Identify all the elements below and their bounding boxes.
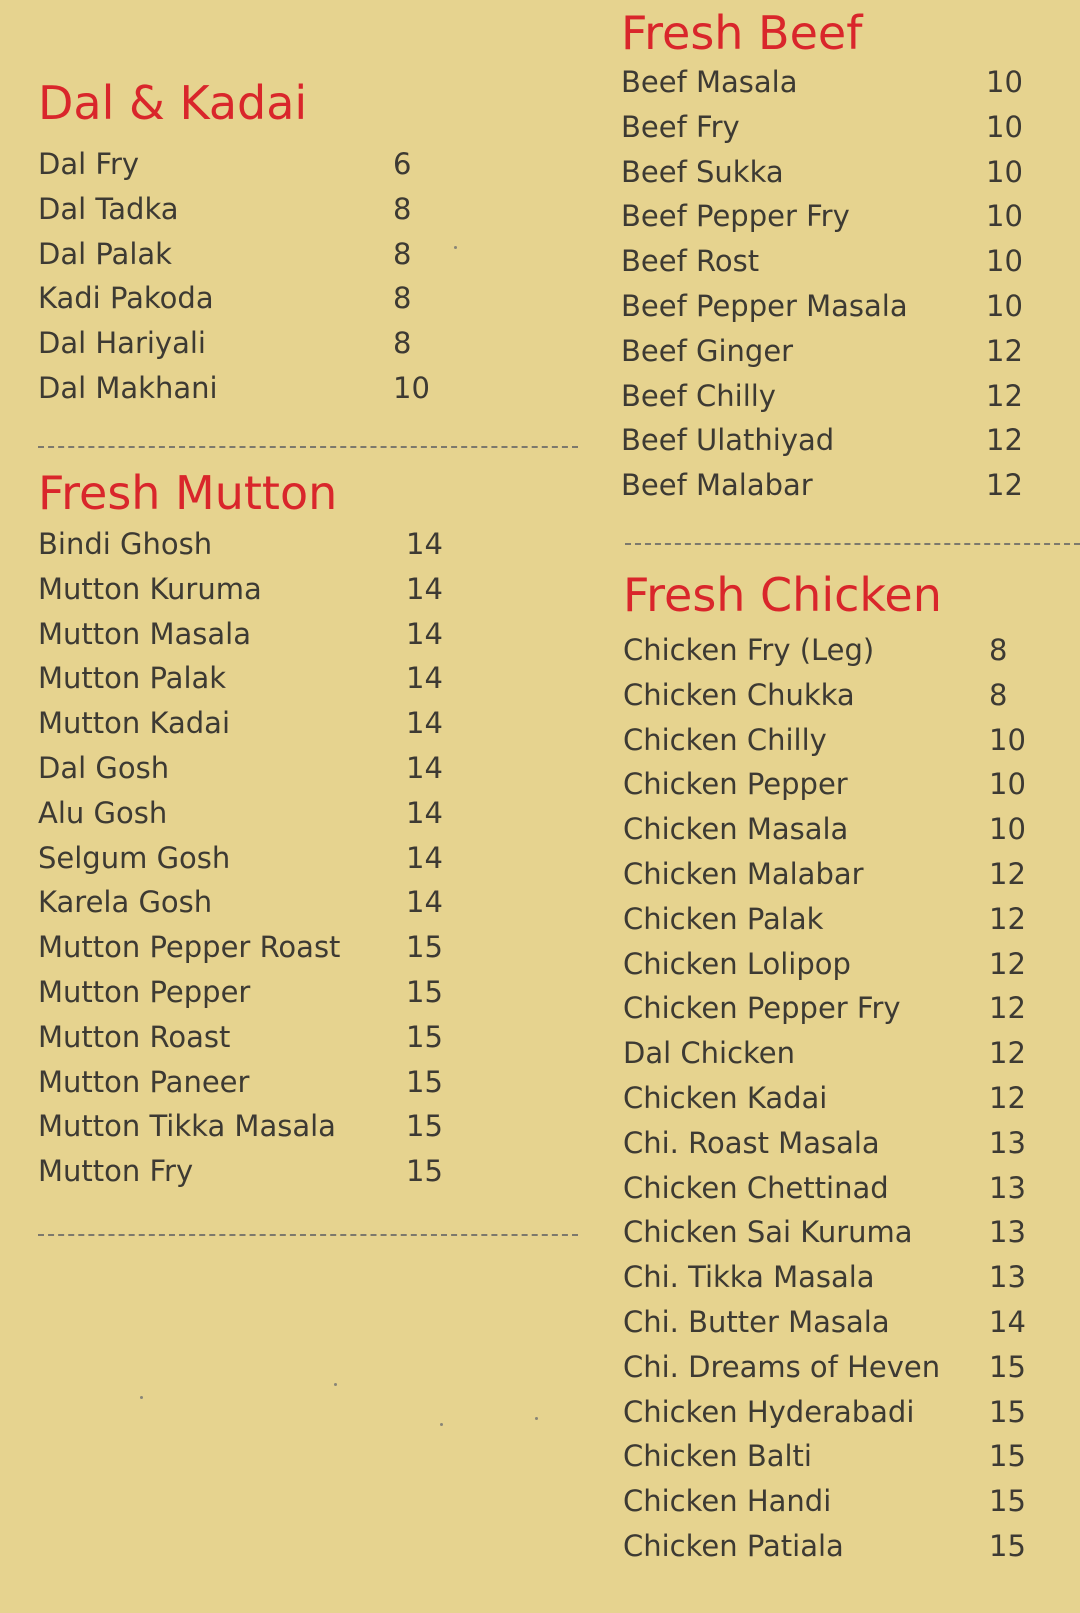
- menu-item-price: 12: [986, 423, 1023, 458]
- menu-item-name: Chicken Chukka: [623, 677, 855, 712]
- menu-item-price: 15: [406, 1109, 443, 1144]
- menu-item-price: 14: [406, 527, 443, 561]
- menu-item: [623, 1212, 1049, 1252]
- menu-item-price: 10: [989, 722, 1026, 757]
- menu-item-price: 10: [986, 244, 1023, 279]
- menu-item-name: Mutton Masala: [38, 616, 251, 651]
- menu-item-price: 12: [989, 1081, 1026, 1115]
- menu-item: [623, 988, 1049, 1028]
- menu-item-name: Chicken Malabar: [623, 857, 864, 891]
- menu-item-name: Chicken Hyderabadi: [623, 1394, 915, 1429]
- menu-item: [38, 838, 466, 878]
- menu-item-name: Mutton Paneer: [38, 1064, 250, 1099]
- menu-item-price: 12: [986, 468, 1023, 503]
- print-speck: [440, 1423, 443, 1426]
- menu-item-price: 15: [406, 1064, 443, 1099]
- menu-item: [623, 1033, 1049, 1073]
- menu-item-name: Chicken Handi: [623, 1484, 832, 1519]
- menu-item: [623, 944, 1049, 984]
- menu-item: [623, 1347, 1049, 1387]
- menu-item-price: 8: [393, 281, 412, 316]
- menu-item-name: Alu Gosh: [38, 795, 168, 830]
- menu-item: [38, 658, 466, 698]
- menu-item-price: 14: [406, 661, 443, 696]
- menu-item: [38, 1062, 466, 1102]
- menu-item-price: 10: [986, 289, 1023, 323]
- menu-item-price: 12: [986, 378, 1023, 413]
- section-fresh-mutton: [38, 466, 478, 1189]
- divider-beef-chicken: [625, 543, 1080, 545]
- menu-item: [621, 62, 1046, 102]
- menu-item: [623, 1436, 1049, 1476]
- menu-item-price: 15: [989, 1349, 1026, 1384]
- menu-item-price: 14: [406, 616, 443, 651]
- divider-dal-mutton: [38, 446, 578, 448]
- menu-item: [38, 234, 453, 274]
- menu-item-name: Beef Chilly: [621, 378, 776, 413]
- print-speck: [535, 1417, 538, 1420]
- menu-item: [623, 1481, 1049, 1521]
- menu-item-name: Chicken Sai Kuruma: [623, 1215, 913, 1250]
- menu-item: [621, 331, 1046, 371]
- menu-item: [38, 569, 466, 609]
- menu-item-name: Dal Makhani: [38, 371, 218, 405]
- menu-item: [623, 899, 1049, 939]
- menu-item-price: 10: [986, 199, 1023, 234]
- items-fresh-beef: [621, 62, 1041, 510]
- menu-item-price: 15: [989, 1529, 1026, 1563]
- menu-item-price: 13: [989, 1260, 1026, 1295]
- menu-item-price: 8: [393, 191, 412, 226]
- menu-item-price: 10: [989, 767, 1026, 802]
- menu-item: [38, 189, 453, 229]
- menu-item: [38, 614, 466, 654]
- menu-item: [621, 152, 1046, 192]
- menu-item-name: Chicken Lolipop: [623, 946, 851, 981]
- menu-item-price: 8: [393, 236, 412, 271]
- menu-item-name: Chicken Balti: [623, 1439, 812, 1474]
- menu-item: [38, 278, 453, 318]
- section-title-fresh-mutton: Fresh Mutton: [38, 466, 338, 520]
- menu-item-name: Mutton Fry: [38, 1154, 194, 1189]
- menu-item-price: 14: [406, 571, 443, 606]
- menu-item-name: Chicken Pepper: [623, 767, 848, 802]
- menu-item-price: 15: [989, 1484, 1026, 1519]
- menu-item-name: Mutton Pepper Roast: [38, 930, 341, 965]
- menu-item: [621, 107, 1046, 147]
- menu-item-name: Mutton Roast: [38, 1019, 231, 1054]
- menu-item-price: 12: [986, 333, 1023, 368]
- menu-item: [621, 241, 1046, 281]
- menu-item-name: Chi. Roast Masala: [623, 1125, 880, 1160]
- menu-item-name: Beef Ulathiyad: [621, 423, 835, 458]
- menu-item-name: Chicken Fry (Leg): [623, 633, 875, 667]
- menu-item: [621, 286, 1046, 326]
- menu-item-price: 12: [989, 1036, 1026, 1071]
- menu-item-price: 14: [406, 706, 443, 741]
- menu-item-price: 8: [393, 326, 412, 361]
- print-speck: [454, 246, 457, 249]
- menu-item-price: 12: [989, 991, 1026, 1026]
- section-title-fresh-beef: Fresh Beef: [621, 6, 863, 60]
- menu-item-price: 15: [406, 930, 443, 965]
- menu-item-price: 14: [406, 795, 443, 830]
- section-dal-kadai: [38, 76, 458, 405]
- section-fresh-beef: [621, 6, 1041, 504]
- menu-item-price: 15: [406, 1154, 443, 1189]
- items-fresh-mutton: [38, 524, 478, 1196]
- items-dal-kadai: [38, 144, 458, 413]
- menu-item-price: 8: [989, 633, 1008, 667]
- menu-item: [623, 675, 1049, 715]
- print-speck: [140, 1396, 143, 1399]
- menu-item-price: 15: [406, 1019, 443, 1054]
- menu-item-name: Chi. Butter Masala: [623, 1305, 890, 1339]
- menu-item-price: 15: [989, 1439, 1026, 1474]
- menu-item: [623, 764, 1049, 804]
- menu-item-name: Beef Sukka: [621, 154, 784, 189]
- menu-item-name: Mutton Tikka Masala: [38, 1109, 336, 1144]
- menu-item-price: 14: [406, 840, 443, 875]
- menu-item: [38, 927, 466, 967]
- menu-item-name: Beef Pepper Fry: [621, 199, 850, 234]
- menu-item: [623, 1257, 1049, 1297]
- menu-item-price: 6: [393, 147, 412, 181]
- menu-item: [38, 748, 466, 788]
- menu-item-name: Dal Tadka: [38, 191, 179, 226]
- section-title-dal-kadai: Dal & Kadai: [38, 76, 308, 130]
- menu-item: [623, 1526, 1049, 1566]
- menu-item-price: 15: [989, 1394, 1026, 1429]
- menu-item-price: 12: [989, 901, 1026, 936]
- menu-item-name: Bindi Ghosh: [38, 527, 213, 561]
- menu-item: [38, 524, 466, 564]
- menu-item-name: Beef Masala: [621, 65, 798, 99]
- menu-item-name: Mutton Palak: [38, 661, 227, 696]
- menu-item: [623, 809, 1049, 849]
- menu-item: [623, 1168, 1049, 1208]
- menu-item-price: 15: [406, 975, 443, 1009]
- menu-item-price: 13: [989, 1170, 1026, 1205]
- menu-item: [621, 420, 1046, 460]
- menu-item-name: Dal Chicken: [623, 1036, 795, 1071]
- menu-item: [623, 630, 1049, 670]
- menu-item-name: Selgum Gosh: [38, 840, 231, 875]
- menu-item-name: Chicken Patiala: [623, 1529, 844, 1563]
- menu-item-name: Dal Palak: [38, 236, 172, 271]
- menu-item-name: Chicken Kadai: [623, 1081, 828, 1115]
- menu-item: [38, 323, 453, 363]
- menu-item: [38, 703, 466, 743]
- menu-item: [623, 1078, 1049, 1118]
- menu-item-name: Dal Gosh: [38, 751, 170, 785]
- menu-item-name: Chi. Tikka Masala: [623, 1260, 875, 1295]
- menu-item: [623, 854, 1049, 894]
- menu-item: [38, 144, 453, 184]
- menu-item-name: Chicken Chettinad: [623, 1170, 889, 1205]
- menu-item-name: Mutton Kuruma: [38, 571, 262, 606]
- menu-item: [621, 465, 1046, 505]
- menu-item: [623, 720, 1049, 760]
- menu-item-name: Dal Fry: [38, 147, 140, 181]
- items-fresh-chicken: [623, 630, 1053, 1571]
- menu-item: [38, 1017, 466, 1057]
- menu-item-name: Mutton Kadai: [38, 706, 230, 741]
- menu-item-price: 10: [989, 812, 1026, 847]
- menu-item-name: Karela Gosh: [38, 885, 213, 920]
- menu-item-price: 10: [986, 154, 1023, 189]
- menu-item: [621, 196, 1046, 236]
- menu-item-price: 13: [989, 1215, 1026, 1250]
- menu-item: [38, 882, 466, 922]
- menu-item-name: Beef Ginger: [621, 333, 794, 368]
- menu-item-name: Chicken Chilly: [623, 722, 827, 757]
- section-title-fresh-chicken: Fresh Chicken: [623, 568, 942, 622]
- menu-item-name: Mutton Pepper: [38, 975, 251, 1009]
- menu-item-price: 14: [989, 1305, 1026, 1339]
- menu-item: [623, 1123, 1049, 1163]
- menu-item-name: Chicken Palak: [623, 901, 824, 936]
- menu-item-name: Beef Rost: [621, 244, 760, 279]
- section-fresh-chicken: [623, 568, 1053, 1563]
- menu-item-price: 13: [989, 1125, 1026, 1160]
- menu-item-price: 12: [989, 946, 1026, 981]
- menu-item: [38, 793, 466, 833]
- menu-item-name: Chicken Pepper Fry: [623, 991, 901, 1026]
- menu-item-price: 14: [406, 885, 443, 920]
- menu-item: [38, 368, 453, 408]
- menu-item-name: Kadi Pakoda: [38, 281, 214, 316]
- menu-item-name: Beef Pepper Masala: [621, 289, 908, 323]
- menu-item: [38, 972, 466, 1012]
- menu-item: [38, 1106, 466, 1146]
- menu-item-price: 10: [986, 65, 1023, 99]
- menu-item-name: Chicken Masala: [623, 812, 849, 847]
- menu-item: [621, 376, 1046, 416]
- menu-item-price: 10: [393, 371, 430, 405]
- menu-item-name: Chi. Dreams of Heven: [623, 1349, 941, 1384]
- menu-item-name: Beef Malabar: [621, 468, 813, 503]
- menu-item: [623, 1302, 1049, 1342]
- menu-item-price: 10: [986, 109, 1023, 144]
- menu-item: [38, 1151, 466, 1191]
- menu-item-price: 12: [989, 857, 1026, 891]
- menu-item-price: 14: [406, 751, 443, 785]
- print-speck: [334, 1383, 337, 1386]
- menu-item: [623, 1392, 1049, 1432]
- menu-item-price: 8: [989, 677, 1008, 712]
- menu-item-name: Beef Fry: [621, 109, 740, 144]
- menu-item-name: Dal Hariyali: [38, 326, 206, 361]
- divider-mutton-end: [38, 1234, 578, 1236]
